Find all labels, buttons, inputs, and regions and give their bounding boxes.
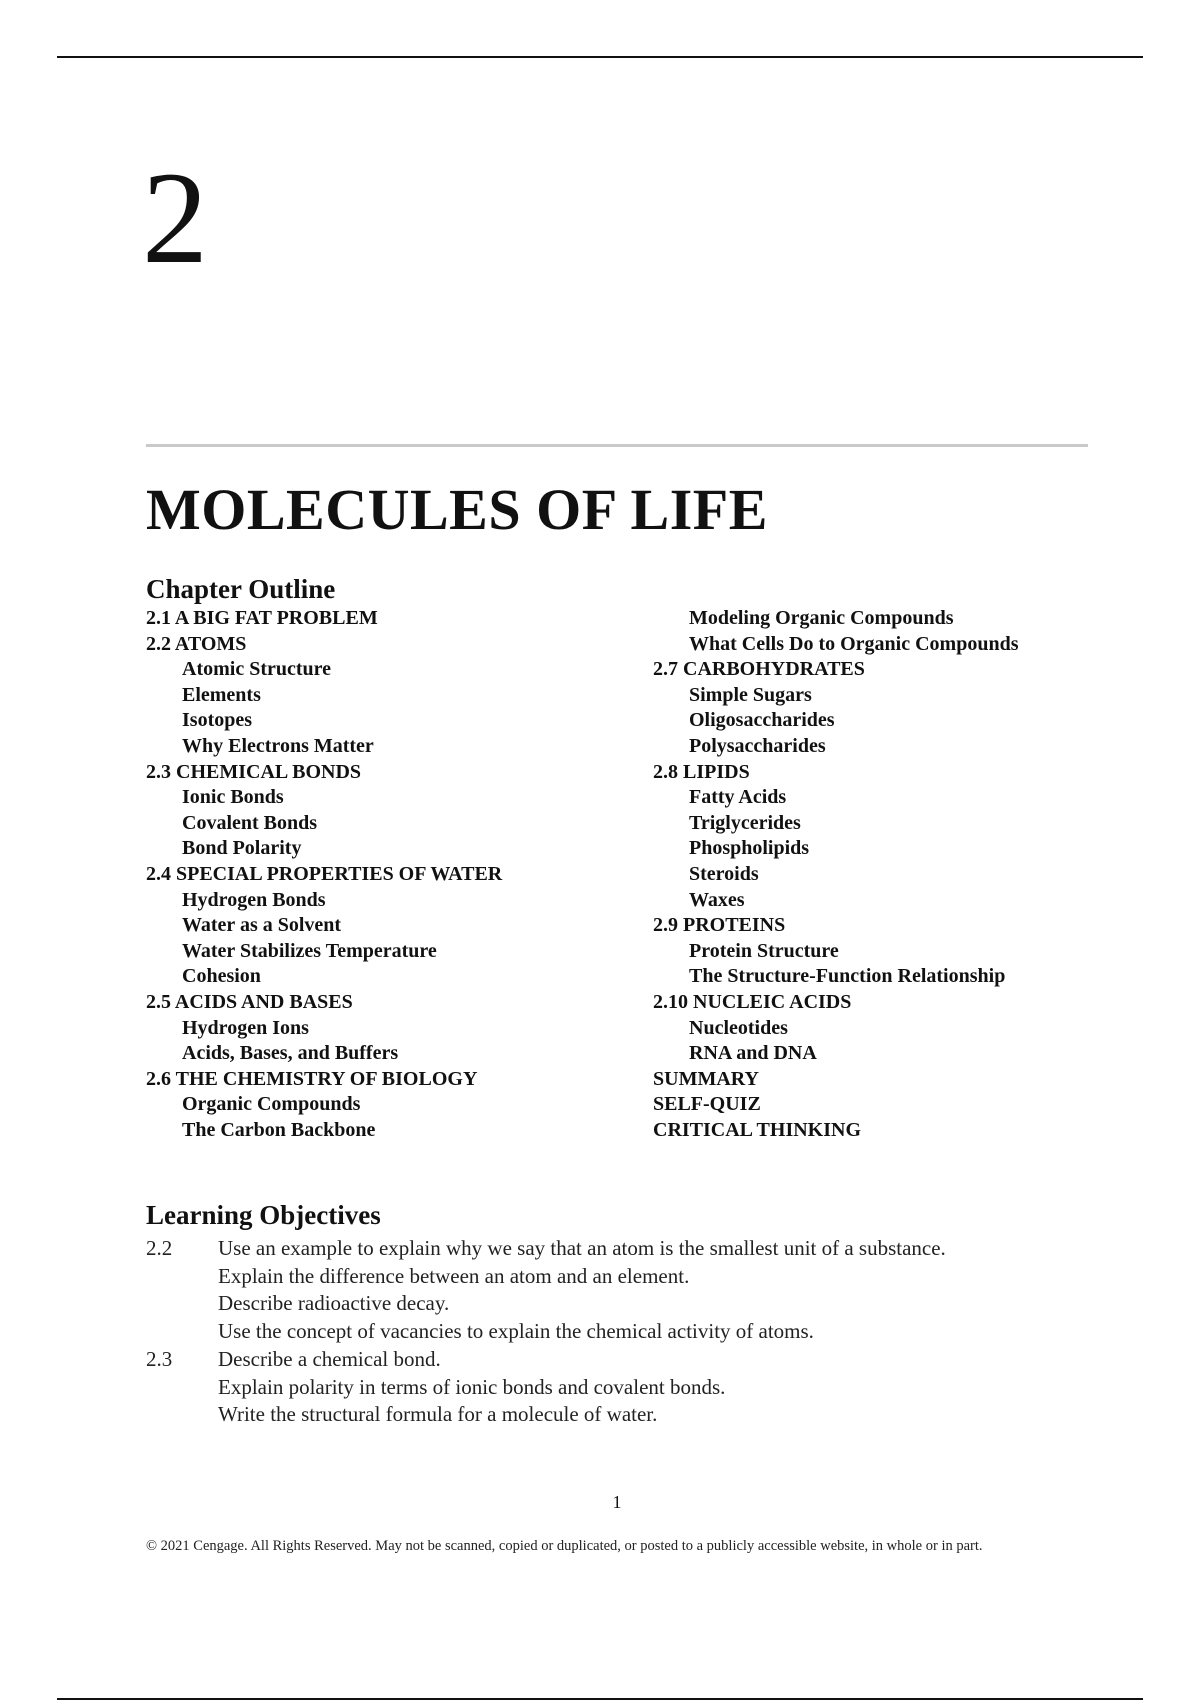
outline-subtopic: The Carbon Backbone (182, 1118, 376, 1141)
objective-list (218, 1346, 1086, 1429)
outline-subtopic: Oligosaccharides (689, 709, 835, 732)
objective-section-number: 2.2 (146, 1236, 173, 1260)
outline-subtopic: Acids, Bases, and Buffers (182, 1042, 399, 1065)
objective-item: Write the structural formula for a molecule of water. (218, 1402, 658, 1427)
chapter-title: MOLECULES OF LIFE (146, 477, 768, 542)
outline-subtopic: Water as a Solvent (182, 914, 342, 937)
outline-section: 2.6 THE CHEMISTRY OF BIOLOGY (146, 1067, 478, 1090)
outline-section: 2.1 A BIG FAT PROBLEM (146, 607, 378, 629)
outline-subtopic: Steroids (689, 862, 759, 885)
chapter-outline-left-column (146, 606, 502, 1143)
outline-section: 2.5 ACIDS AND BASES (146, 990, 353, 1013)
copyright-notice: © 2021 Cengage. All Rights Reserved. May not be scanned, copied or duplicated, or posted to a publicly accessible website, in whole or in part. (146, 1538, 983, 1554)
outline-subtopic: Ionic Bonds (182, 786, 284, 809)
outline-subtopic: Hydrogen Ions (182, 1016, 309, 1039)
outline-subtopic: Why Electrons Matter (182, 734, 374, 757)
page-number: 1 (612, 1492, 622, 1512)
learning-objectives (146, 1235, 1086, 1429)
outline-section: SELF-QUIZ (653, 1093, 761, 1116)
chapter-number: 2 (142, 144, 208, 291)
objective-item: Use an example to explain why we say that an atom is the smallest unit of a substance. (218, 1236, 946, 1260)
outline-subtopic: What Cells Do to Organic Compounds (689, 632, 1019, 655)
objective-section-number: 2.3 (146, 1346, 173, 1371)
outline-section: 2.7 CARBOHYDRATES (653, 658, 865, 681)
outline-section: 2.9 PROTEINS (653, 914, 786, 937)
outline-subtopic: Polysaccharides (689, 734, 826, 757)
outline-subtopic: Phospholipids (689, 837, 810, 860)
outline-subtopic: Protein Structure (689, 939, 839, 962)
outline-subtopic: Cohesion (182, 965, 261, 988)
learning-objectives-heading: Learning Objectives (146, 1200, 381, 1230)
outline-subtopic: Modeling Organic Compounds (689, 607, 954, 629)
outline-section: CRITICAL THINKING (653, 1118, 862, 1141)
objective-item: Explain the difference between an atom and an element. (218, 1263, 690, 1288)
outline-subtopic: Hydrogen Bonds (182, 888, 326, 911)
objective-item: Use the concept of vacancies to explain the chemical activity of atoms. (218, 1319, 814, 1344)
outline-subtopic: Elements (182, 683, 261, 706)
outline-section: 2.4 SPECIAL PROPERTIES OF WATER (146, 862, 503, 885)
outline-section: 2.3 CHEMICAL BONDS (146, 760, 362, 783)
outline-subtopic: Simple Sugars (689, 683, 812, 706)
outline-subtopic: Water Stabilizes Temperature (182, 939, 437, 962)
outline-subtopic: Nucleotides (689, 1016, 788, 1039)
outline-section: 2.10 NUCLEIC ACIDS (653, 990, 852, 1013)
outline-subtopic: Bond Polarity (182, 837, 302, 860)
outline-section: 2.8 LIPIDS (653, 760, 750, 783)
outline-subtopic: Covalent Bonds (182, 811, 318, 834)
chapter-outline-heading: Chapter Outline (146, 574, 336, 604)
top-rule (57, 56, 1143, 58)
outline-subtopic: Organic Compounds (182, 1093, 361, 1116)
objective-item: Describe a chemical bond. (218, 1346, 441, 1371)
outline-subtopic: Isotopes (182, 709, 253, 732)
outline-subtopic: Atomic Structure (182, 658, 332, 681)
outline-section: 2.2 ATOMS (146, 632, 247, 655)
outline-subtopic: Fatty Acids (689, 786, 787, 809)
objective-group (146, 1346, 1086, 1429)
outline-subtopic: The Structure-Function Relationship (689, 965, 1006, 988)
title-divider (146, 444, 1088, 447)
objective-group (146, 1235, 1086, 1346)
objective-list (218, 1235, 1086, 1346)
objective-item: Explain polarity in terms of ionic bonds and covalent bonds. (218, 1374, 726, 1399)
outline-subtopic: Waxes (689, 888, 745, 911)
objective-item: Describe radioactive decay. (218, 1291, 450, 1316)
chapter-outline-right-column (653, 606, 1018, 1143)
outline-subtopic: RNA and DNA (689, 1042, 817, 1065)
outline-section: SUMMARY (653, 1067, 759, 1090)
outline-subtopic: Triglycerides (689, 811, 801, 834)
